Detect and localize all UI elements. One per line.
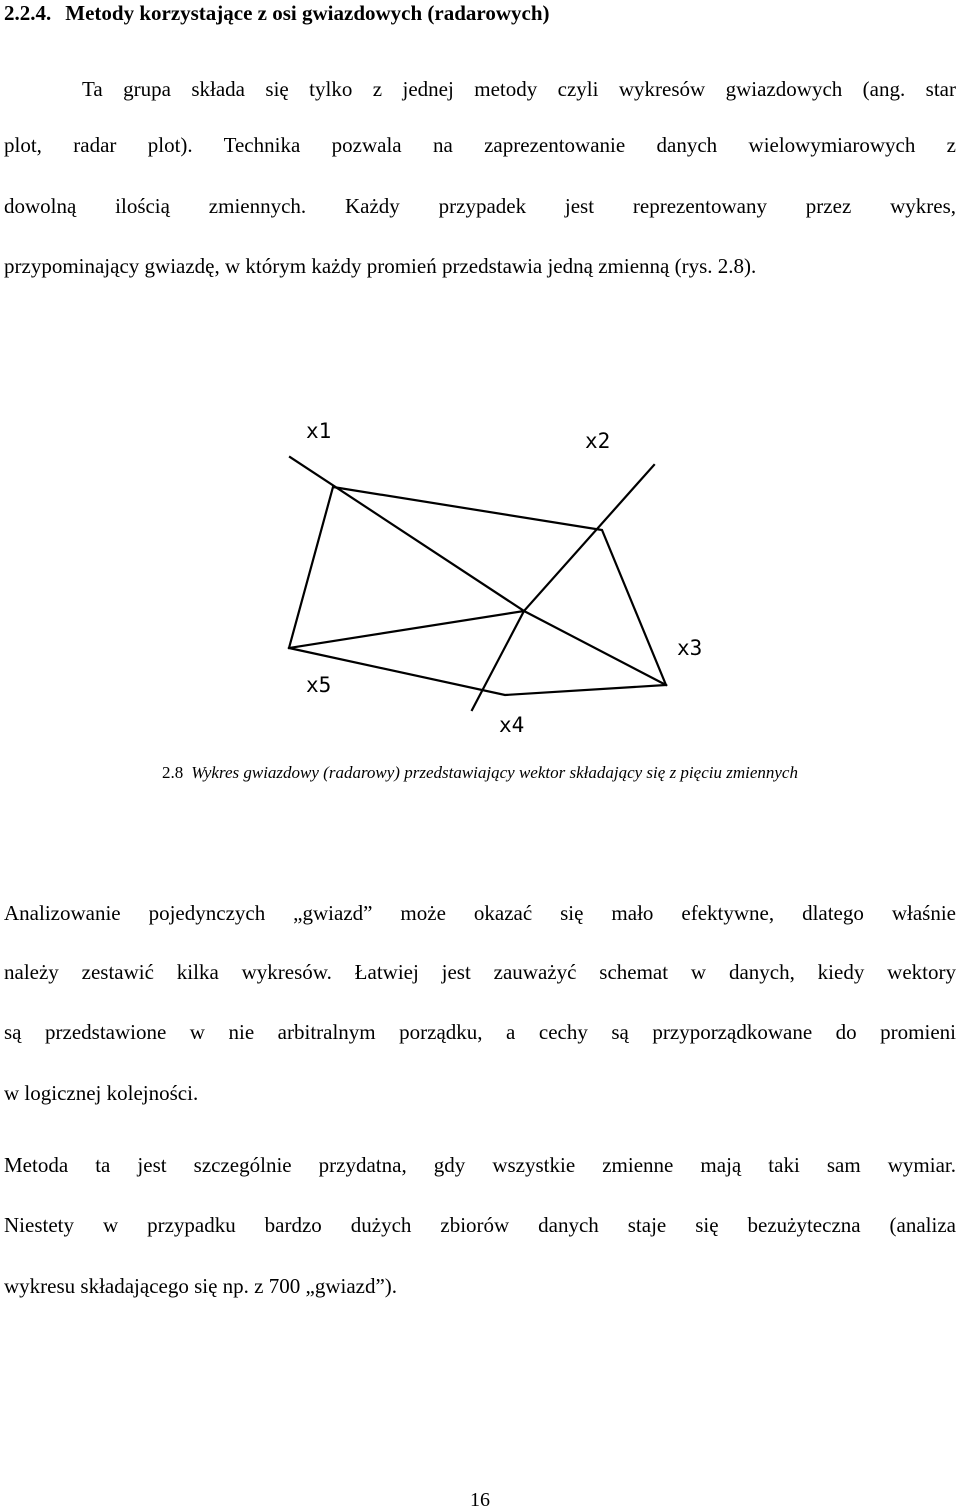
radar-chart-figure (0, 400, 960, 750)
text-line: Metoda ta jest szczególnie przydatna, gdy wszystkie zmienne mają taki sam wymiar. (4, 1153, 956, 1177)
caption-text: Wykres gwiazdowy (radarowy) przedstawiający wektor składający się z pięciu zmiennych (191, 763, 798, 782)
data-polygon (289, 487, 666, 695)
text-line: przypominający gwiazdę, w którym każdy promień przedstawia jedną zmienną (rys. 2.8). (4, 254, 757, 278)
figure-caption (0, 762, 960, 784)
axis-label-x3: x3 (677, 636, 703, 660)
axis-label-x4: x4 (499, 713, 525, 737)
axis-label-x5: x5 (306, 673, 332, 697)
text-line: Niestety w przypadku bardzo dużych zbiorów danych staje się bezużyteczna (analiza (4, 1213, 956, 1237)
caption-number: 2.8 (162, 763, 184, 782)
section-heading (4, 0, 550, 26)
text-line: należy zestawić kilka wykresów. Łatwiej jest zauważyć schemat w danych, kiedy wektory (4, 960, 956, 984)
text-line: dowolną ilością zmiennych. Każdy przypadek jest reprezentowany przez wykres, (4, 194, 956, 218)
text-line: Analizowanie pojedynczych „gwiazd” może okazać się mało efektywne, dlatego właśnie (4, 901, 956, 925)
radar-chart (0, 400, 960, 750)
section-number: 2.2.4. (4, 1, 52, 25)
axis-label-x1: x1 (306, 419, 332, 443)
text-line: Ta grupa składa się tylko z jednej metody czyli wykresów gwiazdowych (ang. star (82, 77, 956, 101)
axis-spoke-x5 (289, 611, 524, 648)
axis-spoke-x3 (524, 611, 666, 685)
text-line: są przedstawione w nie arbitralnym porządku, a cechy są przyporządkowane do promieni (4, 1020, 956, 1044)
axis-label-x2: x2 (585, 429, 611, 453)
page-number: 16 (470, 1489, 490, 1511)
axis-spoke-x2 (524, 465, 654, 611)
text-line: w logicznej kolejności. (4, 1081, 199, 1105)
text-line: wykresu składającego się np. z 700 „gwiazd”). (4, 1274, 398, 1298)
text-line: plot, radar plot). Technika pozwala na zaprezentowanie danych wielowymiarowych z (4, 133, 956, 157)
axis-spoke-x1 (290, 457, 524, 611)
section-title: Metody korzystające z osi gwiazdowych (radarowych) (65, 1, 550, 25)
